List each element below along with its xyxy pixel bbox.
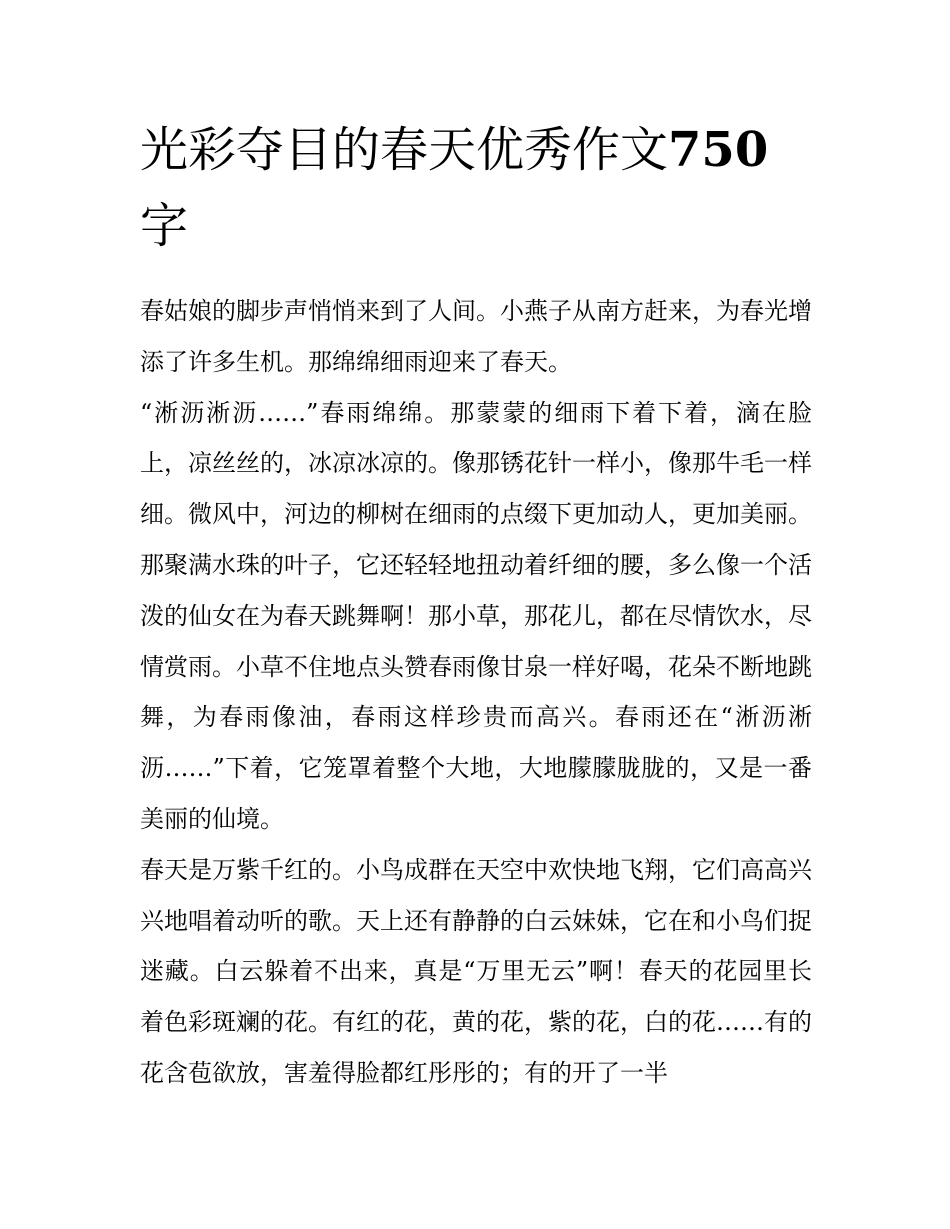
title-tail: 字 (140, 198, 189, 254)
document-content (140, 112, 812, 1099)
paragraph-3: 春天是万紫千红的。小鸟成群在天空中欢快地飞翔，它们高高兴兴地唱着动听的歌。天上还有静静的白云妹妹，它在和小鸟们捉迷藏。白云躲着不出来，真是“万里无云”啊！春天的花园里长着色彩斑斓的花。有红的花，黄的花，紫的花，白的花……有的花含苞欲放，害羞得脸都红彤彤的；有的开了一半 (140, 855, 812, 1087)
paragraph-2: “淅沥淅沥……”春雨绵绵。那蒙蒙的细雨下着下着，滴在脸上，凉丝丝的，冰凉冰凉的。像那锈花针一样小，像那牛毛一样细。微风中，河边的柳树在细雨的点缀下更加动人，更加美丽。那聚满水珠的叶子，它还轻轻地扭动着纤细的腰，多么像一个活泼的仙女在为春天跳舞啊！那小草，那花儿，都在尽情饮水，尽情赏雨。小草不住地点头赞春雨像甘泉一样好喝，花朵不断地跳舞，为春雨像油，春雨这样珍贵而高兴。春雨还在“淅沥淅沥……”下着，它笼罩着整个大地，大地朦朦胧胧的，又是一番美丽的仙境。 (140, 398, 812, 833)
document-title (140, 112, 812, 264)
document-body (140, 286, 812, 1099)
title-text: 光彩夺目的春天优秀作文 (140, 122, 669, 178)
title-number: 750 (668, 122, 769, 178)
paragraph-1: 春姑娘的脚步声悄悄来到了人间。小燕子从南方赶来，为春光增添了许多生机。那绵绵细雨迎来了春天。 (140, 297, 812, 376)
